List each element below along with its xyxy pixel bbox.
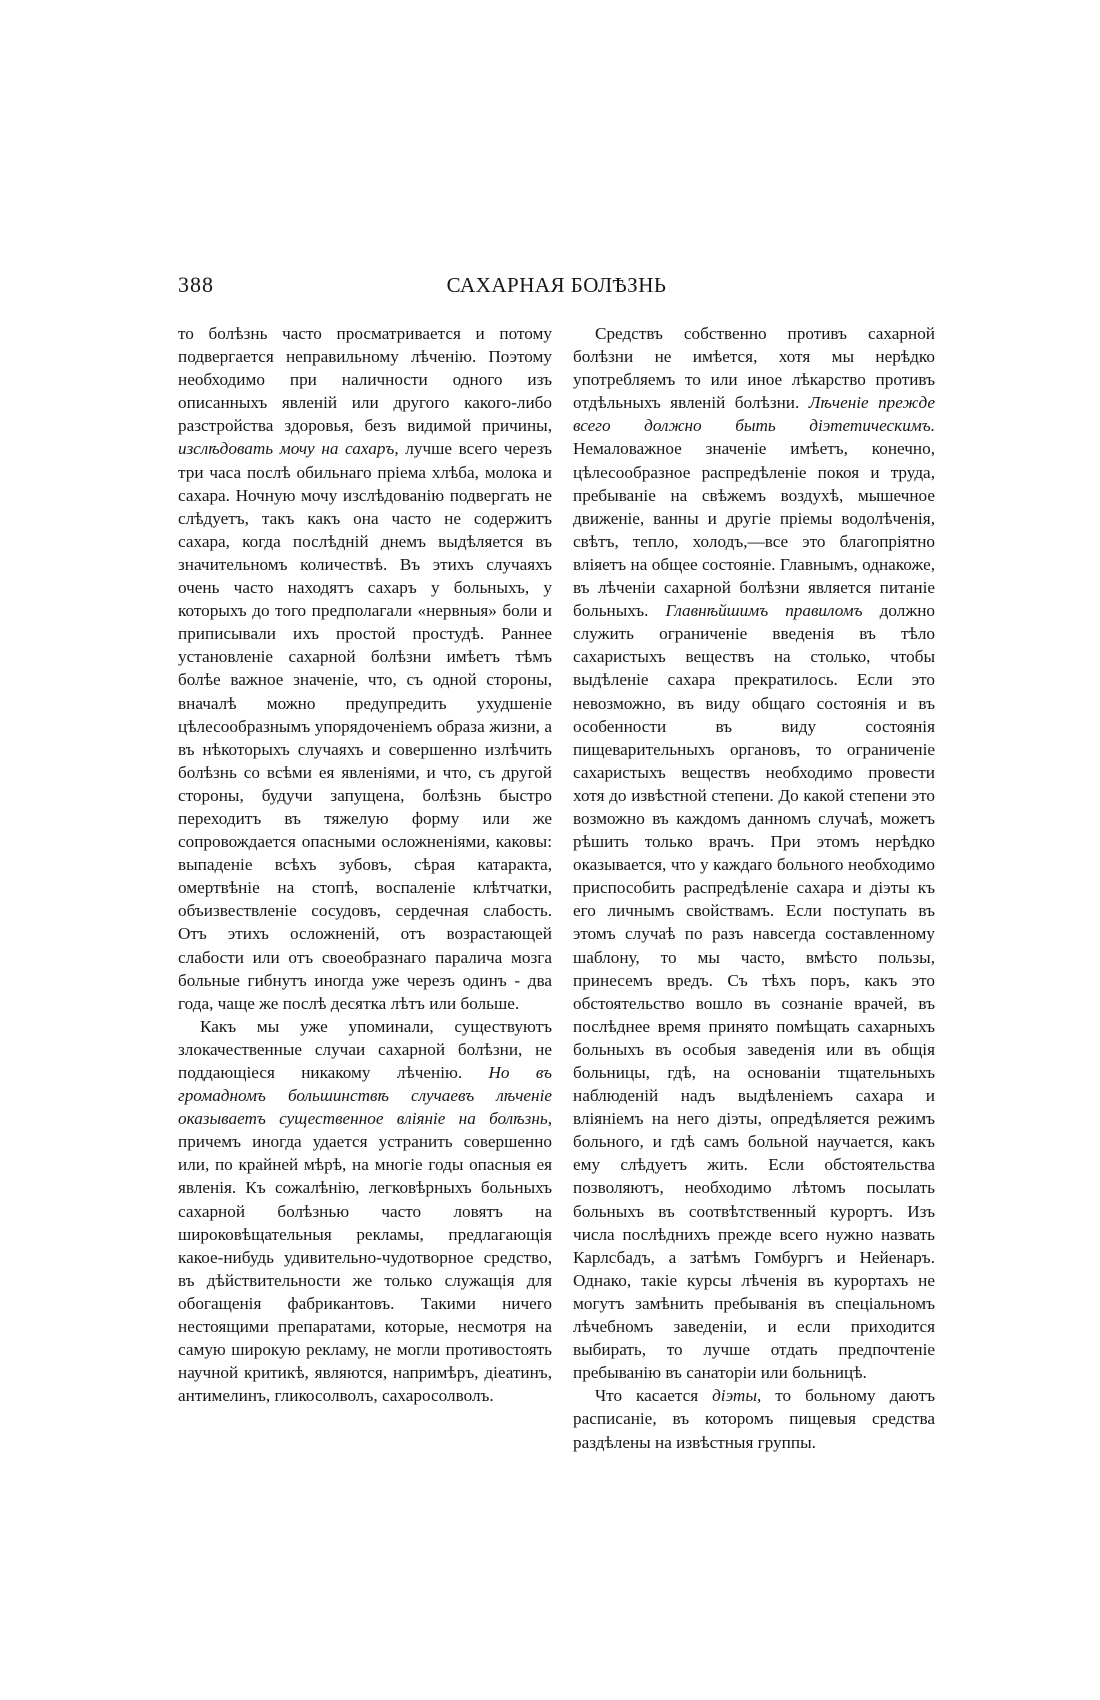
left-p1-text-a: то болѣзнь часто просматривается и потому подвергается неправильному лѣченію. Поэтому необходимо при наличности одного изъ описанныхъ явленій или другого какого-либо разстройства здоровья, безъ видимой причины,: [178, 324, 552, 436]
right-p2-emphasis: діэты,: [712, 1386, 762, 1406]
right-p1-text-a: Средствъ собственно противъ сахарной болѣзни не имѣется, хотя мы нерѣдко употребляемъ то или иное лѣкарство противъ отдѣльныхъ явленій болѣзни.: [573, 324, 935, 413]
left-p2-text-a: Какъ мы уже упоминали, существуютъ злокачественные случаи сахарной болѣзни, не поддающіеся никакому лѣченію.: [178, 1016, 552, 1082]
left-paragraph-2: [178, 1015, 552, 1408]
right-p1-emphasis-2: Главнѣйшимъ правиломъ: [665, 601, 863, 621]
right-p1-text-b: Немаловажное значеніе имѣетъ, конечно, цѣлесообразное распредѣленіе покоя и труда, пребываніе на свѣжемъ воздухѣ, мышечное движеніе, ванны и другіе пріемы водолѣченія, свѣтъ, тепло, холодъ,—все это благопріятно вліяетъ на общее состояніе. Главнымъ, однакоже, въ лѣченіи сахарной болѣзни является питаніе больныхъ.: [573, 439, 935, 621]
right-p2-text-b: то больному даютъ расписаніе, въ которомъ пищевыя средства раздѣлены на извѣстныя группы.: [573, 1386, 935, 1452]
page-header: [178, 272, 935, 306]
page-number: 388: [178, 272, 214, 297]
left-column: [178, 322, 552, 1407]
right-p1-emphasis-1: Лѣченіе прежде всего должно быть діэтетическимъ.: [573, 393, 935, 436]
left-paragraph-1: [178, 322, 552, 1015]
right-column: [573, 322, 935, 1454]
running-title: САХАРНАЯ БОЛѢЗНЬ: [446, 273, 667, 297]
left-p1-emphasis: изслѣдовать мочу на сахаръ,: [178, 439, 399, 459]
right-paragraph-1: [573, 322, 935, 1384]
left-p2-text-b: причемъ иногда удается устранить совершенно или, по крайней мѣрѣ, на многіе годы опасныя ея явленія. Къ сожалѣнію, легковѣрныхъ больныхъ сахарной болѣзнью часто ловятъ на широковѣщательныя рекламы, предлагающія какое-нибудь удивительно-чудотворное средство, въ дѣйствительности же только служащія для обогащенія фабрикантовъ. Такими ничего нестоящими препаратами, которые, несмотря на самую широкую рекламу, не могли противостоять научной критикѣ, являются, напримѣръ, діеатинъ, антимелинъ, гликосолволъ, сахаросолволъ.: [178, 1132, 552, 1406]
right-p2-text-a: Что касается: [595, 1386, 713, 1406]
left-p2-emphasis: Но въ громадномъ большинствѣ случаевъ лѣченіе оказываетъ существенное вліяніе на болѣзнь,: [178, 1063, 552, 1129]
right-paragraph-2: [573, 1384, 935, 1453]
left-p1-text-b: лучше всего черезъ три часа послѣ обильнаго пріема хлѣба, молока и сахара. Ночную мочу изслѣдованію подвергать не слѣдуетъ, такъ какъ она часто не содержитъ сахара, когда послѣдній днемъ выдѣляется въ значительномъ количествѣ. Въ этихъ случаяхъ очень часто находятъ сахаръ у больныхъ, у которыхъ до того предполагали «нервныя» боли и приписывали ихъ простой простудѣ. Раннее установленіе сахарной болѣзни имѣетъ тѣмъ болѣе важное значеніе, что, съ одной стороны, вначалѣ можно предупредить ухудшеніе цѣлесообразнымъ упорядоченіемъ образа жизни, а въ нѣкоторыхъ случаяхъ и совершенно излѣчить болѣзнь со всѣми ея явленіями, и что, съ другой стороны, будучи запущена, болѣзнь быстро переходитъ въ тяжелую форму или же сопровождается опасными осложненіями, каковы: выпаденіе всѣхъ зубовъ, сѣрая катаракта, омертвѣніе на стопѣ, воспаленіе клѣтчатки, объизвествленіе сосудовъ, сердечная слабость. Отъ этихъ осложненій, отъ возрастающей слабости или отъ своеобразнаго паралича мозга больные гибнутъ иногда уже черезъ одинъ - два года, чаще же послѣ десятка лѣтъ или больше.: [178, 439, 552, 1013]
right-p1-text-c: должно служить ограниченіе введенія въ тѣло сахаристыхъ веществъ на столько, чтобы выдѣленіе сахара прекратилось. Если это невозможно, въ виду общаго состоянія и въ особенности въ виду состоянія пищеварительныхъ органовъ, то ограниченіе сахаристыхъ веществъ необходимо провести хотя до извѣстной степени. До какой степени это возможно въ каждомъ данномъ случаѣ, можетъ рѣшить только врачъ. При этомъ нерѣдко оказывается, что у каждаго больного необходимо приспособить распредѣленіе сахара и діэты къ его личнымъ свойствамъ. Если поступать въ этомъ случаѣ по разъ навсегда составленному шаблону, то мы часто, вмѣсто пользы, принесемъ вредъ. Съ тѣхъ поръ, какъ это обстоятельство вошло въ сознаніе врачей, въ послѣднее время принято помѣщать сахарныхъ больныхъ въ особыя заведенія или въ общія больницы, гдѣ, на основаніи тщательныхъ наблюденій надъ выдѣленіемъ сахара и вліяніемъ на него діэты, опредѣляется режимъ больного, и гдѣ самъ больной научается, какъ ему слѣдуетъ жить. Если обстоятельства позволяютъ, необходимо лѣтомъ посылать больныхъ въ соотвѣтственный курортъ. Изъ числа послѣднихъ прежде всего нужно назвать Карлсбадъ, а затѣмъ Гомбургъ и Нейенаръ. Однако, такіе курсы лѣченія въ курортахъ не могутъ замѣнить пребыванія въ спеціальномъ лѣчебномъ заведеніи, и если приходится выбирать, то лучше отдать предпочтеніе пребыванію въ санаторіи или больницѣ.: [573, 601, 935, 1383]
